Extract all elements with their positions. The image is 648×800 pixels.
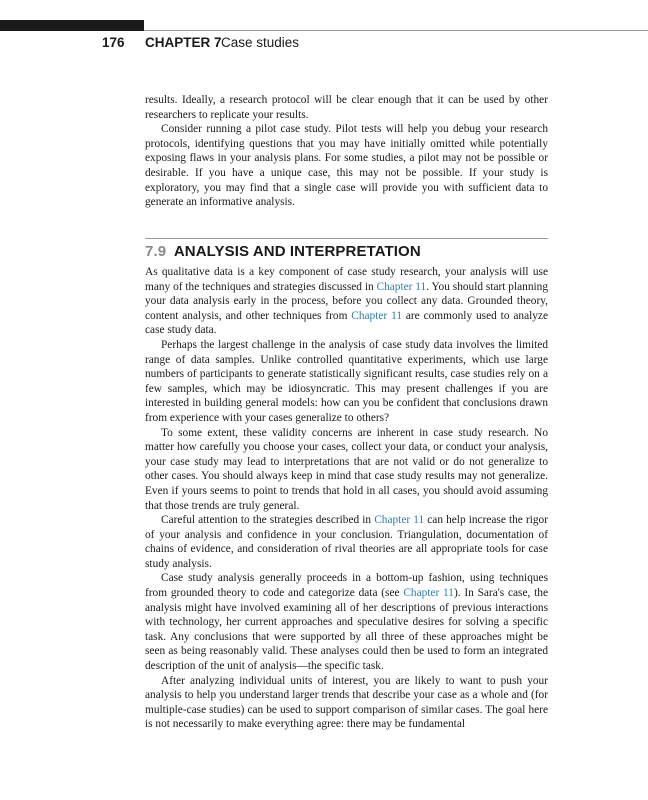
- paragraph: As qualitative data is a key component of case study research, your analysis will use many of the techniques and strategies discussed in Chapter 11. You should start planning your data analysis early in the process, before you collect any data. Grounded theory, content analysis, and other techniques from Chapter 11 are commonly used to analyze case study data.: [145, 266, 548, 337]
- continuation-text: [145, 93, 548, 210]
- paragraph: After analyzing individual units of interest, you are likely to want to push your analysis to help you understand larger trends that describe your case as a whole and (for multiple-case studies) can be used to support comparison of similar cases. The goal here is not necessarily to make everything agree: there may be fundamental: [145, 674, 548, 731]
- running-head: [0, 35, 648, 55]
- paragraph: Case study analysis generally proceeds in a bottom-up fashion, using techniques from grounded theory to code and categorize data (see Chapter 11). In Sara's case, the analysis might have involved examining all of her descriptions of previous interactions with technology, her current approaches and speculative desires for solving a specific task. Any conclusions that were supported by all three of these approaches might be seen as being reasonably valid. These analyses could then be used to form an integrated description of the unit of analysis—the specific task.: [145, 572, 548, 673]
- chapter-title: Case studies: [221, 35, 300, 50]
- chapter-11-link[interactable]: Chapter 11: [351, 309, 402, 322]
- chapter-label: CHAPTER 7: [145, 35, 222, 50]
- section-heading: [145, 243, 421, 260]
- paragraph: To some extent, these validity concerns are inherent in case study research. No matter how carefully you choose your cases, collect your data, or conduct your analysis, your case study may lead to interpretations that are not valid or do not generalize to other cases. You should always keep in mind that case study results may not generalize. Even if yours seems to point to trends that hold in all cases, you should avoid assuming that those trends are truly general.: [145, 426, 548, 512]
- paragraph: results. Ideally, a research protocol will be clear enough that it can be used by other researchers to replicate your results.: [145, 94, 548, 121]
- paragraph: Perhaps the largest challenge in the analysis of case study data involves the limited range of data samples. Unlike controlled quantitative experiments, which use large numbers of participants to generate statistically significant results, case studies rely on a few samples, which may be idiosyncratic. This may present challenges if you are interested in building general models: how can you be confident that conclusions drawn from experience with your cases generalize to others?: [145, 338, 548, 424]
- header-bar: [0, 20, 144, 31]
- paragraph: Consider running a pilot case study. Pilot tests will help you debug your research protocols, identifying questions that you may have initially omitted while potentially exposing flaws in your analysis plans. For some studies, a pilot may not be possible or desirable. If you have a unique case, this may not be possible. If your study is exploratory, you may find that a single case will provide you with sufficient data to generate an informative analysis.: [145, 123, 548, 209]
- chapter-11-link[interactable]: Chapter 11: [403, 587, 454, 600]
- chapter-11-link[interactable]: Chapter 11: [376, 280, 427, 293]
- section-title: ANALYSIS AND INTERPRETATION: [173, 243, 421, 260]
- page-number: 176: [102, 35, 125, 50]
- section-rule: [145, 238, 548, 239]
- section-body: [145, 265, 548, 732]
- chapter-11-link[interactable]: Chapter 11: [374, 514, 425, 527]
- header-rule: [144, 30, 648, 31]
- paragraph: Careful attention to the strategies described in Chapter 11 can help increase the rigor of your analysis and confidence in your conclusion. Triangulation, documentation of chains of evidence, and consideration of rival theories are all appropriate tools for case study analysis.: [145, 514, 548, 570]
- section-number: 7.9: [145, 243, 167, 260]
